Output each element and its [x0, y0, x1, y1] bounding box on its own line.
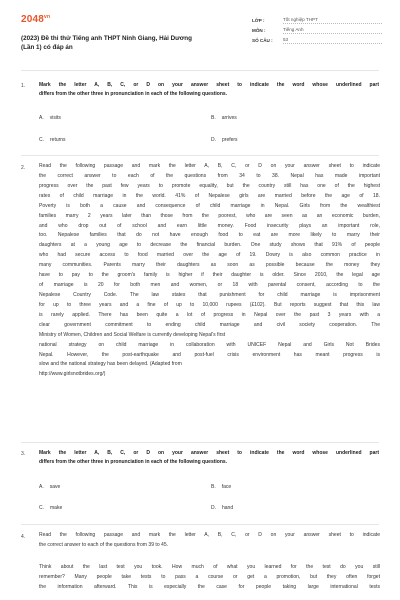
passage-line: Think about the last test you took. How much of what you learned for the test do you still: [39, 564, 380, 570]
meta-row-question-count: [252, 35, 382, 45]
option-c[interactable]: [39, 137, 66, 143]
question-intro: [39, 531, 380, 551]
document-meta: [252, 15, 382, 45]
option-text: arrives: [221, 115, 237, 121]
option-letter: D.: [211, 505, 216, 511]
option-b[interactable]: [211, 115, 237, 121]
option-d[interactable]: [211, 137, 238, 143]
passage-line: and who drop out of school and earn little money. Food insecurity plays an important role,: [39, 222, 380, 229]
passage-line: too. Nepalese families that do not have enough food to eat are more likely to marry their: [39, 232, 380, 239]
question-prompt: [39, 81, 379, 99]
prompt-line: differs from the other three in pronunciation in each of the following questions.: [39, 458, 228, 465]
passage-line: Poverty is both a cause and consequence of child marriage in Nepal. Girls from the wealthiest: [39, 202, 380, 209]
passage-line: Ministry of Women, Children and Social Welfare is currently developing Nepal's first: [39, 331, 226, 338]
meta-label: SỐ CÂU :: [252, 37, 273, 43]
meta-value: Tiếng Anh: [283, 27, 382, 34]
passage-line: Nepal. However, the post-earthquake and post-fuel crisis environment has meant progress is: [39, 351, 380, 358]
passage-line: remember? Many people take tests to pass a course or get a promotion, but they often forget: [39, 573, 380, 580]
logo-suffix: vn: [44, 14, 51, 20]
meta-value: 53: [283, 37, 382, 44]
option-c[interactable]: [39, 505, 62, 511]
passage-line: families marry 2 years later than those from the poorest, who are seen as an economic burden,: [39, 212, 380, 219]
passage-line: for up to three years and a fine of up to 10,000 rupees (£102). But reports suggest that this law: [39, 301, 380, 308]
prompt-line: Mark the letter A, B, C, or D on your answer sheet to indicate the word whose underlined part: [39, 81, 379, 88]
document-header: [0, 0, 400, 60]
title-line: (Lần 1) có đáp án: [21, 43, 73, 51]
option-text: visits: [49, 115, 61, 121]
passage-line: rates of child marriage in the world. 41% of Nepalese girls are married before the age of 18.: [39, 192, 380, 199]
prompt-line: differs from the other three in pronunciation in each of the following questions.: [39, 90, 228, 97]
question-number: 3.: [21, 451, 26, 457]
passage-line: http://www.girlsnotbrides.org/): [39, 371, 106, 378]
option-a[interactable]: [39, 115, 61, 121]
passage-line: who had secure access to food married over the age of 19. Dowry is also common practice in: [39, 252, 380, 259]
option-text: make: [50, 505, 63, 511]
meta-label: LỚP :: [252, 17, 265, 23]
option-text: prefers: [222, 137, 238, 143]
divider: [21, 524, 379, 525]
divider: [21, 155, 379, 156]
option-text: save: [49, 484, 61, 490]
passage-line: national strategy on child marriage in collaboration with UNICEF Nepal and Girls Not Brides: [39, 341, 380, 348]
passage-line: the correct answer to each of the questions from 34 to 38. Nepal has made important: [39, 172, 380, 179]
question-number: 4.: [21, 534, 26, 540]
option-text: returns: [50, 137, 66, 143]
passage-line: have to pay to the groom's family is higher if their daughter is older. Since 2010, the legal age: [39, 272, 380, 279]
passage-line: many communities. Parents marry their daughters as soon as possible because the money they: [39, 262, 380, 269]
passage-line: daughters at a young age to decrease the financial burden. One study shows that 91% of people: [39, 242, 380, 249]
passage-line: progress over the past few years to promote equality, but the country still has one of the highest: [39, 182, 380, 189]
option-d[interactable]: [211, 505, 233, 511]
meta-value: Tốt nghiệp THPT: [283, 17, 382, 24]
question-number: 2.: [21, 165, 26, 171]
document-title: [21, 35, 241, 52]
option-letter: C.: [39, 505, 44, 511]
divider: [21, 70, 379, 71]
title-line: (2023) Đề thi thử Tiếng anh THPT Ninh Giang, Hải Dương: [21, 35, 192, 42]
passage-line: of marriage is 20 for both men and women, or 18 with parental consent, according to the: [39, 282, 380, 289]
reading-passage: [39, 162, 380, 380]
option-letter: C.: [39, 137, 44, 143]
passage-line: slow and the national strategy has been delayed. (Adapted from: [39, 361, 182, 368]
question-number: 1.: [21, 83, 26, 89]
logo-text: 2048: [21, 14, 45, 25]
option-letter: A.: [39, 115, 44, 121]
site-logo[interactable]: [21, 14, 50, 25]
intro-line: the correct answer to each of the questions from 39 to 45.: [39, 541, 169, 548]
question-prompt: [39, 449, 379, 467]
option-a[interactable]: [39, 484, 60, 490]
option-letter: B.: [211, 115, 216, 121]
intro-line: Read the following passage and mark the letter A, B, C, or D on your answer sheet to indicate: [39, 532, 380, 538]
reading-passage: [39, 563, 380, 593]
option-text: hand: [222, 505, 234, 511]
divider: [21, 442, 379, 443]
meta-label: MÔN :: [252, 27, 266, 33]
passage-line: Nepalese Country Code. The law states that punishment for child marriage is imprisonment: [39, 291, 380, 298]
passage-line: Read the following passage and mark the letter A, B, C, or D on your answer sheet to indicate: [39, 163, 380, 169]
option-letter: D.: [211, 137, 216, 143]
option-b[interactable]: [211, 484, 231, 490]
option-letter: A.: [39, 484, 44, 490]
passage-line: is rarely applied. There has been quite a lot of progress in Nepal over the past 3 years with a: [39, 311, 380, 318]
passage-line: the information afterward. This is especially the case for people taking large international tests: [39, 583, 380, 590]
passage-line: clear government commitment to ending child marriage and civil society cooperation. The: [39, 321, 380, 328]
meta-row-class: [252, 15, 382, 25]
option-text: face: [221, 484, 232, 490]
prompt-line: Mark the letter A, B, C, or D on your answer sheet to indicate the word whose underlined part: [39, 449, 379, 456]
option-letter: B.: [211, 484, 216, 490]
meta-row-subject: [252, 25, 382, 35]
